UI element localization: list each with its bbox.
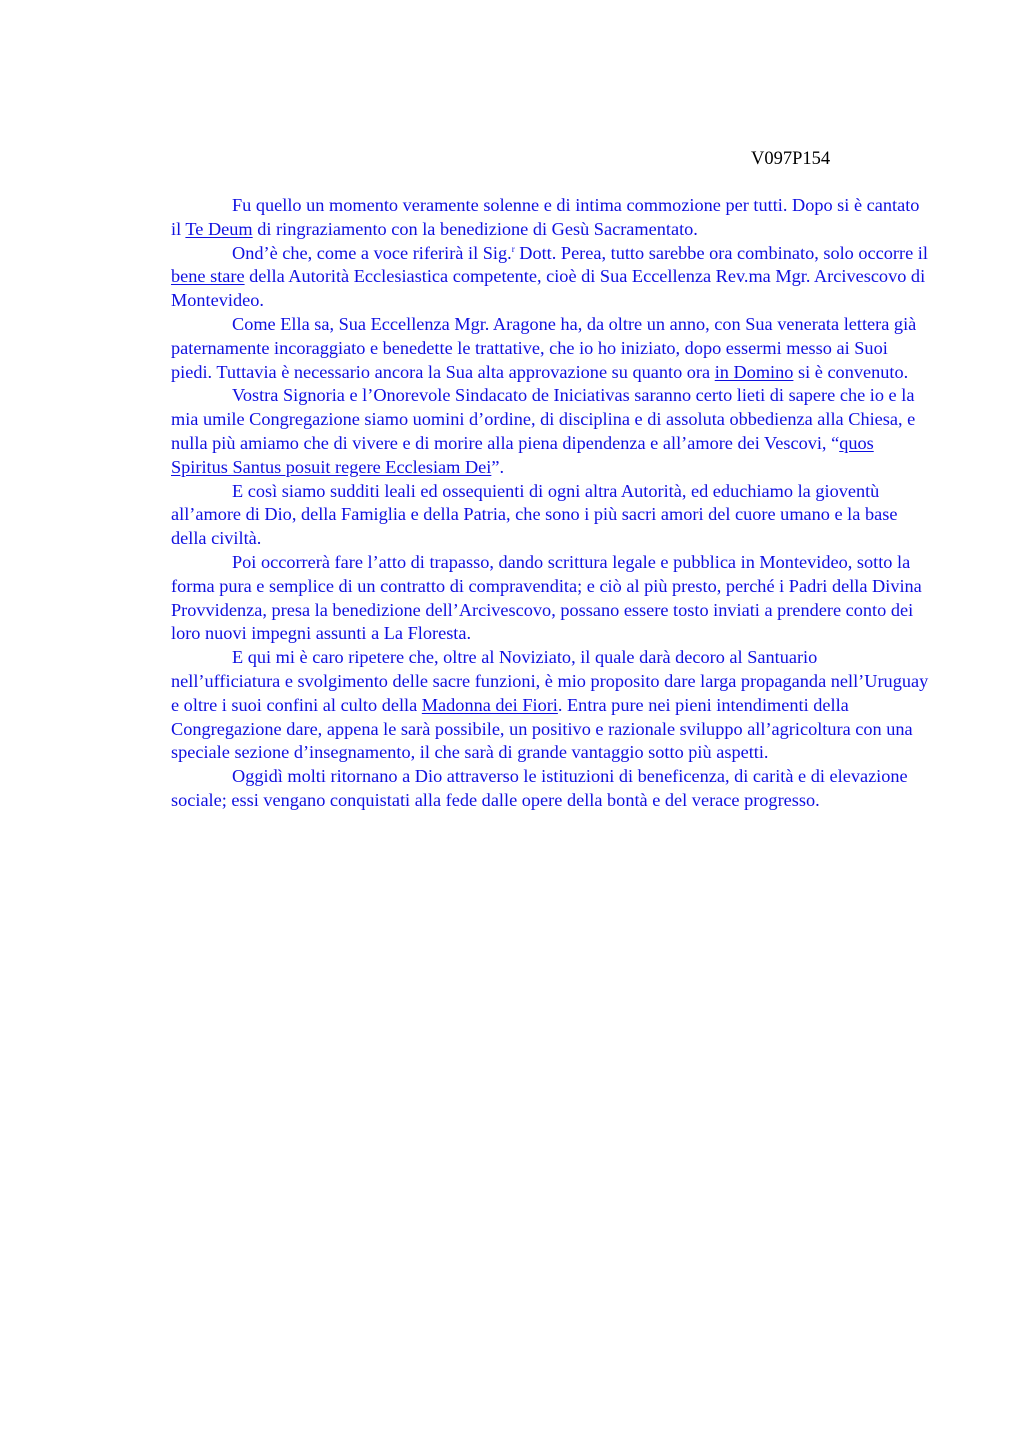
paragraph-2-text-b: Dott. Perea, tutto sarebbe ora combinato, solo occorre il <box>514 242 928 263</box>
paragraph-3-text-b: si è convenuto. <box>793 361 909 382</box>
underlined-latin-quote: quos Spiritus Santus posuit regere Ecclesiam Dei <box>171 432 874 477</box>
paragraph-8-text: Oggidì molti ritornano a Dio attraverso le istituzioni di beneficenza, di carità e di elevazione sociale; essi vengano conquistati alla fede dalle opere della bontà e del verace progresso. <box>171 766 908 810</box>
paragraph-2-text-c: della Autorità Ecclesiastica competente, cioè di Sua Eccellenza Rev.ma Mgr. Arcivescovo di Montevideo. <box>171 266 926 311</box>
paragraph-3 <box>171 313 931 384</box>
paragraph-1-text-a: Fu quello un momento veramente solenne e di intima commozione per tutti. Dopo si è cantato il <box>171 195 920 239</box>
paragraph-4 <box>171 384 931 479</box>
paragraph-6 <box>171 551 931 646</box>
paragraph-8 <box>171 765 931 813</box>
paragraph-2-text-a: Ond’è che, come a voce riferirà il Sig. <box>232 242 512 263</box>
paragraph-7 <box>171 646 931 765</box>
paragraph-2 <box>171 242 931 313</box>
paragraph-6-text: Poi occorrerà fare l’atto di trapasso, dando scrittura legale e pubblica in Montevideo, sotto la forma pura e semplice di un contratto di compravendita; e ciò al più presto, perché i Padri della Divina Provvidenza, presa la benedizione dell’Arcivescovo, possano essere tosto inviati a prendere conto dei loro nuovi impegni assunti a La Floresta. <box>171 551 922 644</box>
underlined-te-deum: Te Deum <box>185 218 253 239</box>
paragraph-4-text-a: Vostra Signoria e l’Onorevole Sindacato de Iniciativas saranno certo lieti di sapere che io e la mia umile Congregazione siamo uomini d’ordine, di disciplina e di assoluta obbedienza alla Chiesa, e nulla più amiamo che di vivere e di morire alla piena dipendenza e all’amore dei Vescovi, “ <box>171 385 916 453</box>
letter-body <box>171 194 931 813</box>
paragraph-5 <box>171 480 931 551</box>
paragraph-5-text: E così siamo sudditi leali ed ossequienti di ogni altra Autorità, ed educhiamo la gioventù all’amore di Dio, della Famiglia e della Patria, che sono i più sacri amori del cuore umano e la base della civiltà. <box>171 480 898 549</box>
paragraph-3-text-a: Come Ella sa, Sua Eccellenza Mgr. Aragone ha, da oltre un anno, con Sua venerata lettera già paternamente incoraggiato e benedette le trattative, che io ho iniziato, dopo essermi messo ai Suoi piedi. Tuttavia è necessario ancora la Sua alta approvazione su quanto ora <box>171 313 917 382</box>
underlined-bene-stare: bene stare <box>171 266 245 287</box>
paragraph-7-text-a: E qui mi è caro ripetere che, oltre al Noviziato, il quale darà decoro al Santuario nell’ufficiatura e svolgimento delle sacre funzioni, è mio proposito dare larga propaganda nell’Uruguay e oltre i suoi confini al culto della <box>171 647 929 715</box>
underlined-in-domino: in Domino <box>714 361 794 382</box>
page-reference-code: V097P154 <box>751 149 831 169</box>
paragraph-4-text-b: ”. <box>491 456 505 477</box>
paragraph-7-text-b: . Entra pure nei pieni intendimenti della Congregazione dare, appena le sarà possibile, un positivo e razionale sviluppo all’agricoltura con una speciale sezione d’insegnamento, il che sarà di grande vantaggio sotto più aspetti. <box>171 694 913 763</box>
superscript-r: r <box>511 243 515 254</box>
paragraph-1-text-b: di ringraziamento con la benedizione di Gesù Sacramentato. <box>252 218 698 239</box>
underlined-madonna-dei-fiori: Madonna dei Fiori <box>421 694 558 715</box>
paragraph-1 <box>171 194 931 242</box>
